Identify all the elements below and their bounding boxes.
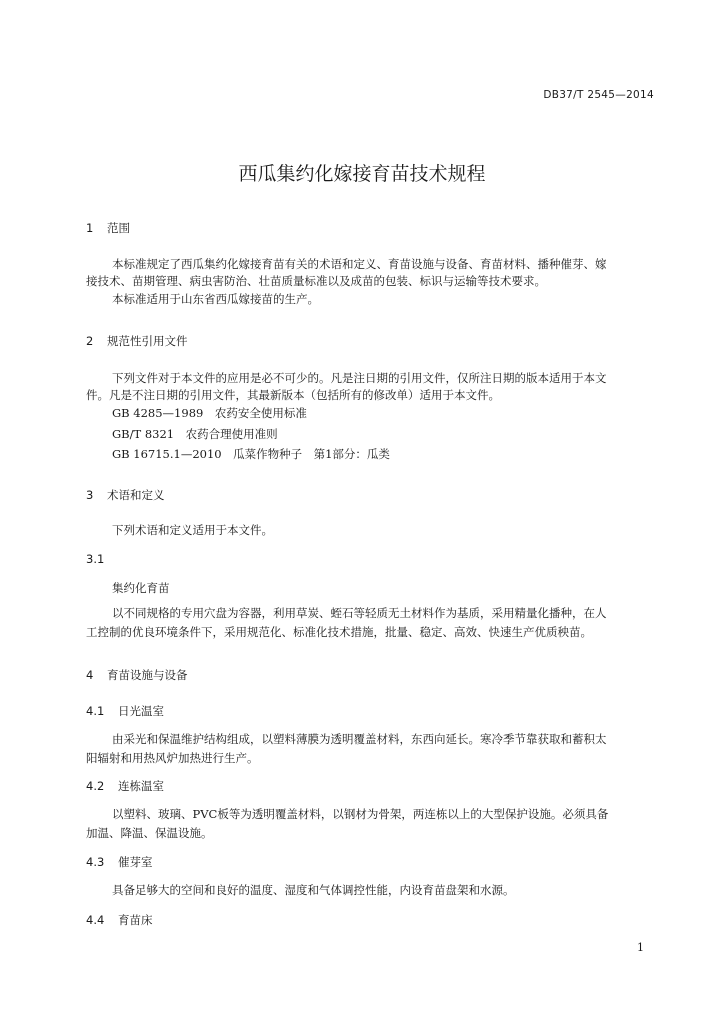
section-1-heading (86, 220, 130, 236)
reference-item: GB/T 8321 农药合理使用准则 (112, 427, 278, 441)
term-title: 集约化育苗 (112, 581, 170, 595)
paragraph-line: 加温、降温、保温设施。 (86, 826, 213, 840)
paragraph-line: 件。凡是不注日期的引用文件，其最新版本（包括所有的修改单）适用于本文件。 (86, 388, 500, 402)
section-number: 3 (86, 488, 94, 502)
subsection-title: 育苗床 (118, 913, 153, 927)
subsection-number: 4.4 (86, 913, 105, 927)
section-2-heading (86, 333, 188, 349)
subsection-number: 3.1 (86, 552, 105, 566)
section-title: 育苗设施与设备 (107, 668, 188, 682)
paragraph-line: 接技术、苗期管理、病虫害防治、壮苗质量标准以及成苗的包装、标识与运输等技术要求。 (86, 274, 546, 288)
paragraph-line: 具备足够大的空间和良好的温度、湿度和气体调控性能，内设育苗盘架和水源。 (112, 883, 515, 897)
paragraph-line: 以塑料、玻璃、PVC板等为透明覆盖材料，以钢材为骨架，两连栋以上的大型保护设施。必须具备 (112, 807, 609, 821)
section-number: 2 (86, 334, 94, 348)
section-4-heading (86, 667, 188, 683)
subsection-title: 催芽室 (118, 855, 153, 869)
page-number: 1 (637, 941, 644, 954)
section-3-heading (86, 487, 165, 503)
paragraph-line: 由采光和保温维护结构组成，以塑料薄膜为透明覆盖材料，东西向延长。寒冷季节靠获取和蓄积太 (112, 732, 607, 746)
subsection-number: 4.1 (86, 704, 105, 718)
subsection-4-4-heading (86, 912, 153, 928)
paragraph-line: 本标准适用于山东省西瓜嫁接苗的生产。 (112, 292, 319, 306)
paragraph-line: 工控制的优良环境条件下，采用规范化、标准化技术措施，批量、稳定、高效、快速生产优质秧苗。 (86, 625, 592, 639)
document-code: DB37/T 2545—2014 (543, 89, 654, 101)
paragraph-line: 下列文件对于本文件的应用是必不可少的。凡是注日期的引用文件，仅所注日期的版本适用于本文 (112, 371, 607, 385)
subsection-title: 日光温室 (118, 704, 164, 718)
paragraph-line: 本标准规定了西瓜集约化嫁接育苗有关的术语和定义、育苗设施与设备、育苗材料、播种催芽、嫁 (112, 257, 607, 271)
paragraph-line: 以不同规格的专用穴盘为容器，利用草炭、蛭石等轻质无土材料作为基质，采用精量化播种，在人 (112, 606, 607, 620)
subsection-4-3-heading (86, 854, 153, 870)
subsection-number: 4.2 (86, 779, 105, 793)
section-title: 范围 (107, 221, 130, 235)
subsection-4-1-heading (86, 703, 164, 719)
section-number: 4 (86, 668, 94, 682)
section-number: 1 (86, 221, 94, 235)
section-title: 规范性引用文件 (107, 334, 188, 348)
subsection-4-2-heading (86, 778, 164, 794)
reference-item: GB 4285—1989 农药安全使用标准 (112, 406, 307, 420)
page-title: 西瓜集约化嫁接育苗技术规程 (238, 163, 486, 185)
reference-item: GB 16715.1—2010 瓜菜作物种子 第1部分：瓜类 (112, 447, 390, 461)
section-title: 术语和定义 (107, 488, 165, 502)
paragraph-line: 阳辐射和用热风炉加热进行生产。 (86, 751, 259, 765)
paragraph-line: 下列术语和定义适用于本文件。 (112, 523, 273, 537)
subsection-title: 连栋温室 (118, 779, 164, 793)
subsection-number: 4.3 (86, 855, 105, 869)
